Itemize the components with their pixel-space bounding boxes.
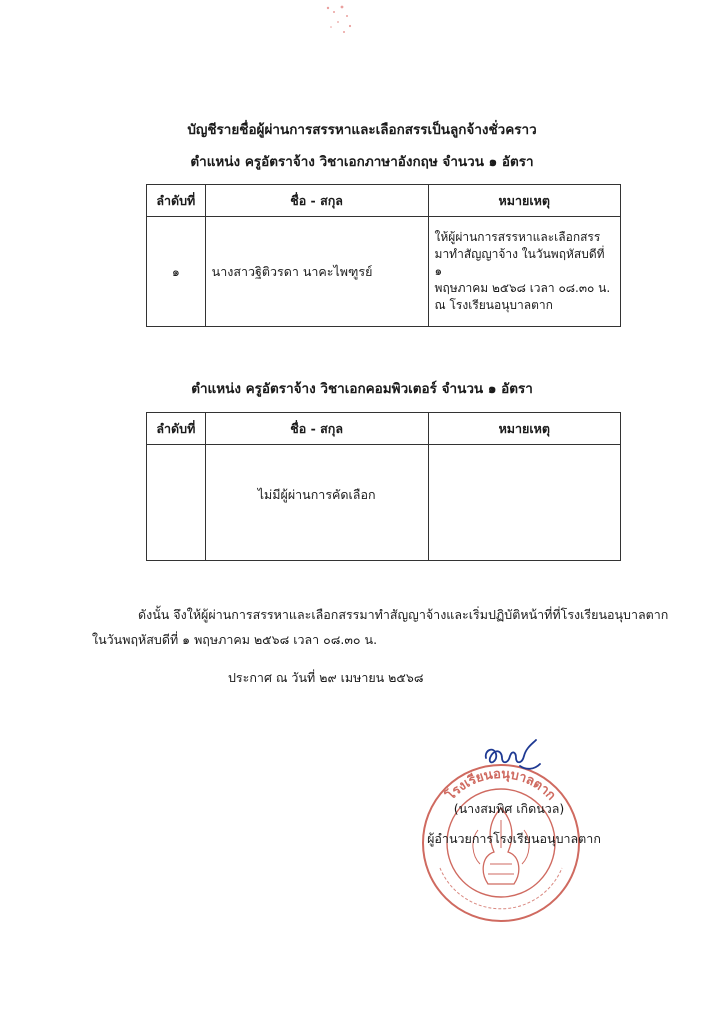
note-line: ณ โรงเรียนอนุบาลตาก: [434, 298, 553, 312]
red-ink-marks: [320, 2, 360, 38]
section-english-heading: ตำแหน่ง ครูอัตราจ้าง วิชาเอกภาษาอังกฤษ จำนวน ๑ อัตรา: [190, 154, 534, 170]
seal-text: โรงเรียนอนุบาลตาก: [443, 766, 559, 804]
table-header-row: [147, 185, 621, 217]
row-note: [428, 217, 620, 327]
conclusion-line-1: ดังนั้น จึงให้ผู้ผ่านการสรรหาและเลือกสรรมาทำสัญญาจ้างและเริ่มปฏิบัติหน้าที่ที่โรงเรียนอนุบาลตาก: [138, 607, 669, 622]
column-header-note: หมายเหตุ: [428, 413, 620, 445]
note-line: มาทำสัญญาจ้าง ในวันพฤหัสบดีที่ ๑: [434, 247, 605, 278]
table-row: [147, 445, 621, 561]
document-title: บัญชีรายชื่อผู้ผ่านการสรรหาและเลือกสรรเป็นลูกจ้างชั่วคราว: [187, 122, 537, 138]
row-empty-text: ไม่มีผู้ผ่านการคัดเลือก: [205, 445, 428, 561]
row-index: [147, 445, 206, 561]
column-header-note: หมายเหตุ: [428, 185, 620, 217]
signer-title: ผู้อำนวยการโรงเรียนอนุบาลตาก: [427, 831, 601, 846]
section-computer-heading: ตำแหน่ง ครูอัตราจ้าง วิชาเอกคอมพิวเตอร์ จำนวน ๑ อัตรา: [191, 381, 533, 397]
column-header-name: ชื่อ - สกุล: [205, 185, 428, 217]
row-name: นางสาวฐิติวรดา นาคะไพฑูรย์: [205, 217, 428, 327]
note-line: พฤษภาคม ๒๕๖๘ เวลา ๐๘.๓๐ น.: [434, 281, 611, 295]
conclusion-line-2: ในวันพฤหัสบดีที่ ๑ พฤษภาคม ๒๕๖๘ เวลา ๐๘.๓๐ น.: [92, 632, 378, 647]
signer-name: (นางสมพิศ เกิดนวล): [453, 801, 565, 816]
row-index: ๑: [147, 217, 206, 327]
column-header-name: ชื่อ - สกุล: [205, 413, 428, 445]
row-note: [428, 445, 620, 561]
note-line: ให้ผู้ผ่านการสรรหาและเลือกสรร: [434, 230, 601, 244]
table-row: [147, 217, 621, 327]
column-header-index: ลำดับที่: [147, 413, 206, 445]
english-teacher-table: [146, 184, 621, 327]
column-header-index: ลำดับที่: [147, 185, 206, 217]
announce-date: ประกาศ ณ วันที่ ๒๙ เมษายน ๒๕๖๘: [228, 670, 424, 685]
computer-teacher-table: [146, 412, 621, 561]
table-header-row: [147, 413, 621, 445]
handwritten-signature: [480, 736, 544, 776]
